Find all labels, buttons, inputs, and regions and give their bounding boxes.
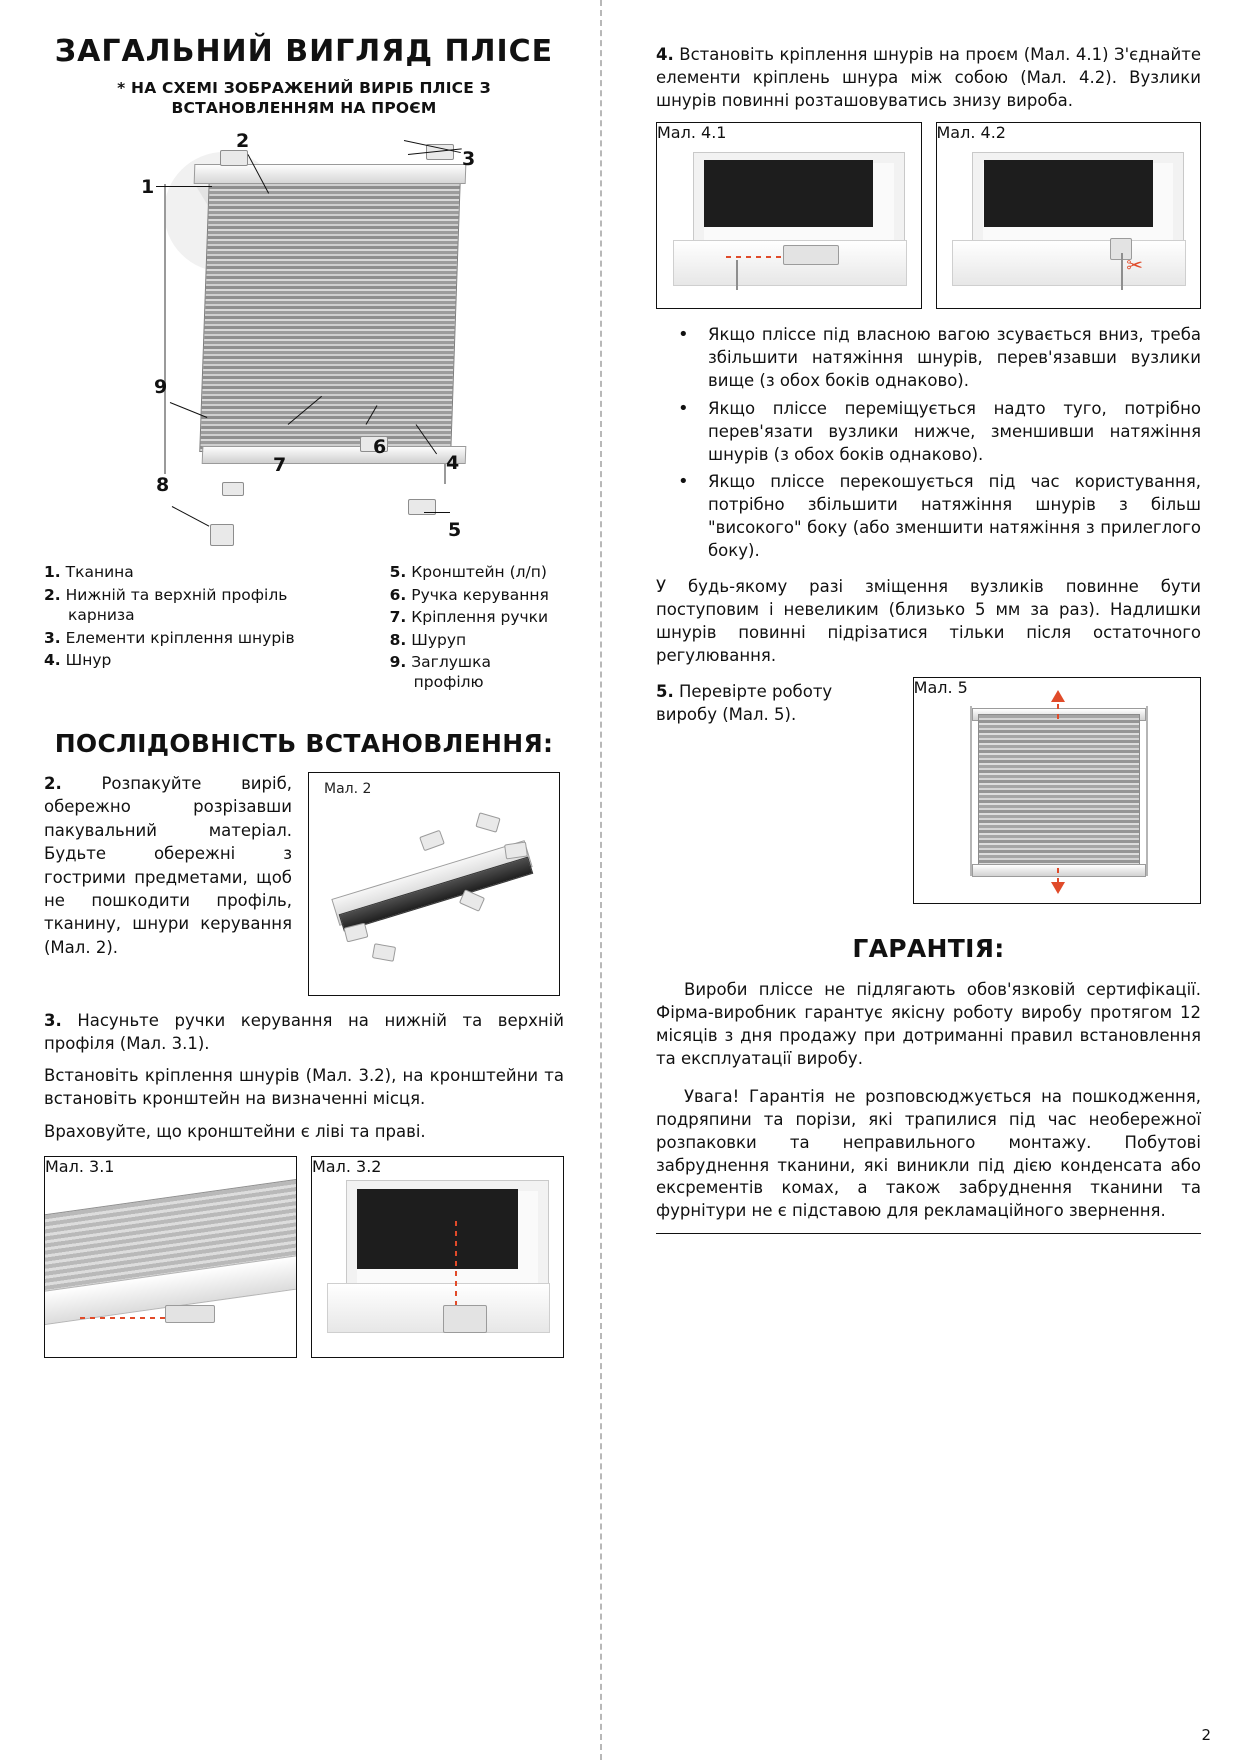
section-title-warranty: ГАРАНТІЯ: bbox=[852, 934, 1005, 964]
window-glass bbox=[984, 160, 1153, 227]
legend-text: Заглушка профілю bbox=[411, 652, 491, 692]
callout-2: 2 bbox=[236, 130, 250, 153]
scissors-icon: ✂ bbox=[1126, 252, 1143, 277]
part-chip bbox=[419, 830, 445, 852]
step-3-number: 3. bbox=[44, 1010, 62, 1030]
callout-5: 5 bbox=[448, 519, 462, 542]
list-item bbox=[390, 630, 564, 650]
window-glass bbox=[357, 1189, 518, 1269]
step-5-number: 5. bbox=[656, 682, 674, 702]
right-column bbox=[600, 0, 1245, 1760]
figure-4-1-caption: Мал. 4.1 bbox=[657, 123, 727, 143]
legend-text: Шнур bbox=[65, 650, 112, 669]
step-2-number: 2. bbox=[44, 773, 62, 793]
step-2-block bbox=[44, 772, 564, 996]
figure-3-1-caption: Мал. 3.1 bbox=[45, 1156, 115, 1176]
figures-3-row bbox=[44, 1156, 564, 1358]
legend-text: Шуруп bbox=[411, 630, 467, 649]
side-cord-right bbox=[1146, 706, 1148, 876]
pleated-fabric bbox=[199, 180, 460, 452]
legend-text: Елементи кріплення шнурів bbox=[65, 628, 295, 647]
step-3-text-2: Встановіть кріплення шнурів (Мал. 3.2), на кронштейни та встановіть кронштейн на визначенні місця. bbox=[44, 1066, 564, 1109]
legend-text: Нижній та верхній профіль карниза bbox=[65, 585, 288, 625]
callout-4: 4 bbox=[446, 452, 460, 475]
part-chip bbox=[475, 812, 500, 832]
arrow-down-icon bbox=[1051, 882, 1065, 894]
warranty-paragraph-1: Вироби пліссе не підлягають обов'язковій сертифікації. Фірма-виробник гарантує якісну роботу виробу протягом 12 місяців з дня продажу при дотриманні правил встановлення та експлуатації виробу. bbox=[656, 980, 1201, 1068]
profile-cap bbox=[222, 482, 244, 496]
callout-3: 3 bbox=[462, 148, 476, 171]
parts-legend bbox=[44, 562, 564, 695]
legend-column-left bbox=[44, 562, 356, 695]
step-4-text: Встановіть кріплення шнурів на проєм (Мал. 4.1) З'єднайте елементи кріплень шнура між собою (Мал. 4.2). Вузлики шнурів повинні розташовуватись знизу виробa. bbox=[656, 45, 1201, 110]
callout-1: 1 bbox=[141, 176, 155, 199]
motion-guide-up bbox=[1057, 704, 1059, 720]
figure-4-2 bbox=[936, 122, 1202, 309]
figure-3-2 bbox=[311, 1156, 564, 1358]
legend-number: 8. bbox=[389, 630, 407, 649]
list-item bbox=[390, 585, 564, 605]
bottom-rail bbox=[972, 864, 1146, 877]
legend-number: 3. bbox=[44, 628, 61, 647]
legend-number: 5. bbox=[389, 563, 407, 582]
list-item bbox=[44, 562, 356, 582]
figure-5 bbox=[913, 677, 1201, 904]
figure-4-1 bbox=[656, 122, 922, 309]
cord-left bbox=[164, 184, 166, 474]
bracket-top-left bbox=[220, 150, 248, 166]
step-4-wrap bbox=[656, 44, 1201, 112]
page-title: ЗАГАЛЬНИЙ ВИГЛЯД ПЛІСЕ bbox=[54, 34, 554, 69]
legend-number: 1. bbox=[44, 563, 61, 582]
footer-rule bbox=[656, 1233, 1201, 1234]
list-item bbox=[44, 650, 356, 670]
legend-text: Ручка керування bbox=[411, 585, 549, 604]
list-item bbox=[390, 652, 564, 693]
screw-bottom-left bbox=[210, 524, 234, 546]
legend-number: 4. bbox=[44, 650, 61, 669]
part-chip bbox=[504, 841, 528, 859]
warranty-paragraph-2: Увага! Гарантія не розповсюджується на пошкодження, подряпини та порізи, які трапилися під час необережної розпаковки та неправильного монтажу. Побутові забруднення тканини, які виникли під дією конденсата або ексрементів комах, а також забруднення тканини та фурнітури не є підставою для рекламаційного звернення. bbox=[656, 1087, 1201, 1221]
step-5-text: Перевірте роботу виробу (Мал. 5). bbox=[656, 682, 833, 724]
alignment-guide bbox=[726, 256, 784, 258]
list-item bbox=[390, 562, 564, 582]
control-handle bbox=[165, 1305, 215, 1323]
step-3-line-1-wrap bbox=[44, 1010, 564, 1056]
callout-7: 7 bbox=[273, 454, 287, 477]
part-chip bbox=[372, 943, 396, 962]
step-2-text-wrap bbox=[44, 772, 292, 996]
bottom-rail bbox=[202, 446, 467, 464]
step-5-text-wrap bbox=[656, 677, 895, 726]
legend-number: 9. bbox=[389, 652, 407, 671]
cord bbox=[736, 260, 738, 290]
list-item: • Якщо пліссе перекошується під час користування, потрібно збільшити натяжіння шнурів з більш "високого" боку (або зменшити натяжіння з прилеглого боку). bbox=[656, 470, 1201, 562]
adjustment-bullets bbox=[656, 323, 1201, 562]
section-title-installation: ПОСЛІДОВНІСТЬ ВСТАНОВЛЕННЯ: bbox=[54, 728, 554, 758]
legend-number: 2. bbox=[44, 585, 61, 604]
step-3-text: Насуньте ручки керування на нижній та верхній профіля (Мал. 3.1). bbox=[44, 1010, 564, 1053]
figures-4-row bbox=[656, 122, 1201, 309]
figure-5-caption: Мал. 5 bbox=[913, 678, 968, 698]
step-2-text: Розпакуйте виріб, обережно розрізавши пакувальний матеріал. Будьте обережні з гострими предметами, щоб не пошкодити профіль, тканину, шнури керування (Мал. 2). bbox=[44, 773, 293, 957]
left-column bbox=[0, 0, 600, 1760]
top-rail bbox=[194, 164, 467, 184]
list-item: • Якщо пліссе переміщується надто туго, потрібно перев'язати вузлики нижче, зменшивши натяжіння шнурів (з обох боків однаково). bbox=[656, 397, 1201, 466]
legend-text: Кріплення ручки bbox=[411, 608, 549, 627]
list-item bbox=[44, 628, 356, 648]
window-sill bbox=[952, 240, 1186, 286]
side-cord-left bbox=[970, 706, 972, 876]
window-sill bbox=[327, 1283, 550, 1333]
list-item bbox=[44, 585, 356, 626]
cord-bracket bbox=[443, 1305, 487, 1333]
callout-9: 9 bbox=[154, 376, 168, 399]
legend-text: Тканина bbox=[65, 563, 134, 582]
callout-6: 6 bbox=[373, 436, 387, 459]
figure-3-2-caption: Мал. 3.2 bbox=[312, 1156, 382, 1176]
figure-3-1 bbox=[44, 1156, 297, 1358]
legend-number: 7. bbox=[389, 608, 407, 627]
cord bbox=[1121, 253, 1123, 290]
page-subtitle: * НА СХЕМІ ЗОБРАЖЕНИЙ ВИРІБ ПЛІСЕ З ВСТАНОВЛЕННЯМ НА ПРОЄМ bbox=[117, 79, 491, 117]
figure-2 bbox=[308, 772, 560, 996]
step-3-text-3: Враховуйте, що кронштейни є ліві та праві. bbox=[44, 1121, 426, 1141]
list-item: • Якщо пліссе під власною вагою зсувається вниз, треба збільшити натяжіння шнурів, перев'язавши вузлики вище (з обох боків однаково). bbox=[656, 323, 1201, 392]
callout-8: 8 bbox=[156, 474, 170, 497]
window-glass bbox=[704, 160, 873, 227]
legend-text: Кронштейн (л/п) bbox=[411, 563, 547, 582]
adjustment-note: У будь-якому разі зміщення вузликів повинне бути поступовим і невеликим (близько 5 мм за раз). Надлишки шнурів повинні підрізатися тільки після остаточного регулювання. bbox=[656, 577, 1201, 665]
part-chip bbox=[459, 889, 485, 912]
step-5-block bbox=[656, 677, 1201, 904]
legend-number: 6. bbox=[389, 585, 407, 604]
alignment-guide bbox=[80, 1317, 165, 1319]
page-number: 2 bbox=[1201, 1726, 1211, 1744]
overview-illustration bbox=[44, 124, 564, 554]
legend-column-right bbox=[390, 562, 564, 695]
list-item bbox=[390, 607, 564, 627]
cord-fastener bbox=[783, 245, 839, 265]
pleated-fabric bbox=[978, 714, 1140, 866]
mounting-guide bbox=[455, 1221, 457, 1305]
figure-4-2-caption: Мал. 4.2 bbox=[936, 123, 1006, 143]
figure-2-caption: Мал. 2 bbox=[321, 780, 374, 798]
arrow-up-icon bbox=[1051, 690, 1065, 702]
step-4-number: 4. bbox=[656, 45, 674, 64]
